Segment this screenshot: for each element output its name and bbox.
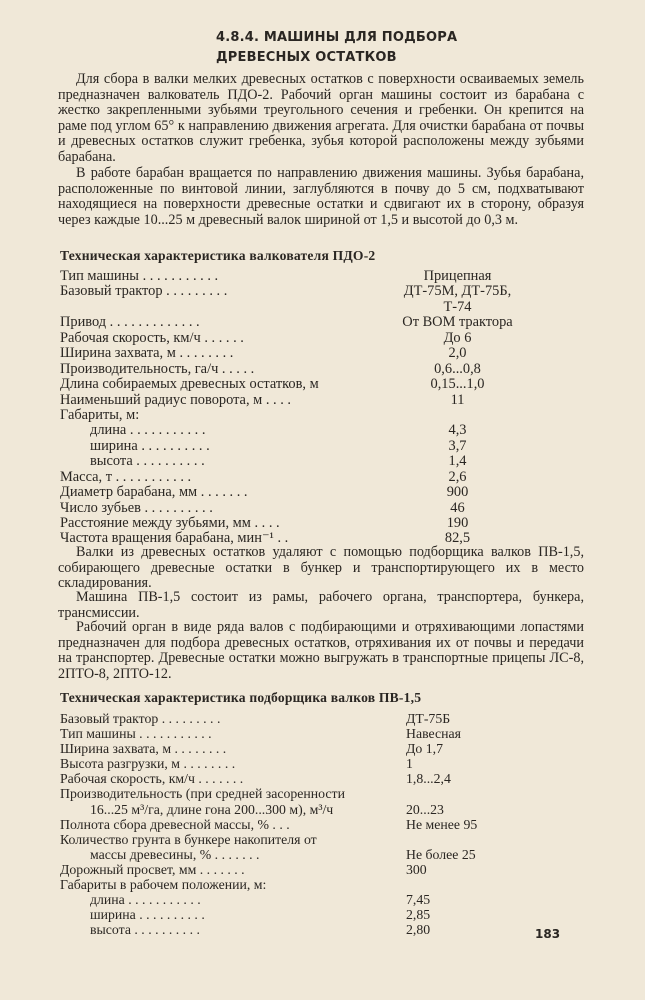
section-title: 4.8.4. МАШИНЫ ДЛЯ ПОДБОРА ДРЕВЕСНЫХ ОСТАТКОВ [216, 30, 458, 65]
spec-label: Производительность (при средней засоренности [60, 786, 345, 802]
spec-value: 2,6 [448, 468, 467, 485]
spec-value: 300 [406, 861, 427, 877]
spec-value: Навесная [406, 726, 461, 742]
spec-row [60, 470, 560, 485]
spec-row [60, 393, 560, 408]
spec-row [60, 832, 560, 847]
spec-value: ДТ-75Б [406, 711, 451, 726]
spec-row [60, 802, 560, 817]
spec-label: высота . . . . . . . . . . [90, 922, 200, 938]
spec-heading-pdo2: Техническая характеристика валкователя ПДО-2 [60, 248, 376, 263]
spec-label: Число зубьев . . . . . . . . . . [60, 499, 213, 516]
spec-table-pdo2 [60, 269, 560, 547]
paragraph-pdo2-operation: В работе барабан вращается по направлению движения машины. Зубья барабана, расположенные по винтовой линии, заглубляются в почву до 5 см, подхватывают находящиеся на поверхности древесные остатки и сдвигают их в сторону, образуя через каждые 10...25 м древесный валок шириной от 1,5 и высотой до 0,3 м. [58, 165, 584, 228]
spec-value: Т-74 [443, 298, 472, 315]
spec-label: Тип машины . . . . . . . . . . . [60, 726, 212, 742]
spec-label: длина . . . . . . . . . . . [90, 892, 201, 908]
spec-row [60, 756, 560, 771]
spec-row [60, 892, 560, 907]
paragraph-pv15-working-organ: Рабочий орган в виде ряда валов с подбирающими и отряхивающими лопастями предназначен для подбора древесных остатков, отряхивания их от почвы и передачи на транспортер. Древесные остатки можно выгружать в транспортные прицепы ЛС-8, 2ПТО-8, 2ПТО-12. [58, 619, 584, 682]
spec-row [60, 269, 560, 284]
spec-row [60, 331, 560, 346]
spec-table-pv15 [60, 711, 560, 937]
spec-label: Длина собираемых древесных остатков, м [60, 376, 319, 393]
spec-value: До 6 [443, 329, 472, 346]
spec-row [60, 423, 560, 438]
spec-label: высота . . . . . . . . . . [90, 453, 205, 470]
spec-heading-pv15: Техническая характеристика подборщика валков ПВ-1,5 [60, 690, 422, 705]
spec-row [60, 516, 560, 531]
spec-value: 20...23 [406, 801, 444, 817]
spec-row [60, 408, 560, 423]
spec-value: 1,8...2,4 [406, 771, 451, 787]
spec-value: 2,0 [448, 345, 467, 362]
spec-label: длина . . . . . . . . . . . [90, 422, 206, 439]
spec-label: Базовый трактор . . . . . . . . . [60, 711, 221, 726]
spec-row [60, 847, 560, 862]
spec-row [60, 907, 560, 922]
spec-value: 82,5 [444, 530, 471, 547]
spec-label: Расстояние между зубьями, мм . . . . [60, 515, 280, 531]
spec-value: 190 [446, 515, 469, 531]
spec-label: 16...25 м³/га, длине гона 200...300 м), м³/ч [90, 801, 334, 817]
spec-label: Диаметр барабана, мм . . . . . . . [60, 484, 248, 501]
spec-row [60, 817, 560, 832]
spec-row [60, 377, 560, 392]
spec-row [60, 284, 560, 299]
spec-value: 7,45 [406, 892, 431, 908]
spec-value: 1 [406, 756, 413, 772]
spec-value: 11 [450, 391, 465, 408]
spec-value: 1,4 [448, 453, 467, 470]
page-number: 183 [535, 927, 561, 941]
spec-row [60, 501, 560, 516]
spec-row [60, 485, 560, 500]
spec-label: Габариты, м: [60, 406, 140, 423]
spec-value: 3,7 [448, 437, 467, 454]
spec-label: ширина . . . . . . . . . . [90, 437, 210, 454]
spec-label: Полнота сбора древесной массы, % . . . [60, 816, 290, 832]
spec-row [60, 771, 560, 786]
spec-value: 900 [446, 484, 469, 501]
spec-row [60, 346, 560, 361]
spec-label: Рабочая скорость, км/ч . . . . . . [60, 329, 244, 346]
paragraph-pv15-structure: Машина ПВ-1,5 состоит из рамы, рабочего органа, транспортера, бункера, трансмиссии. [58, 589, 584, 621]
spec-value: ДТ-75М, ДТ-75Б, [403, 283, 512, 300]
spec-label: Ширина захвата, м . . . . . . . . [60, 345, 234, 362]
spec-value: Не менее 95 [406, 816, 478, 832]
spec-label: Рабочая скорость, км/ч . . . . . . . [60, 771, 244, 787]
spec-label: Производительность, га/ч . . . . . [60, 360, 255, 377]
spec-label: Тип машины . . . . . . . . . . . [60, 268, 219, 284]
spec-label: Габариты в рабочем положении, м: [60, 877, 267, 893]
spec-value: 2,80 [406, 922, 431, 938]
paragraph-pv15-removal: Валки из древесных остатков удаляют с помощью подборщика валков ПВ-1,5, собирающего древесные остатки в бункер и транспортирующего их в место складирования. [58, 544, 584, 592]
spec-row [60, 726, 560, 741]
paragraph-pdo2-intro: Для сбора в валки мелких древесных остатков с поверхности осваиваемых земель предназначен валкователь ПДО-2. Рабочий орган машины состоит из барабана с жестко закрепленными зубьями треугольного сечения и гребенки. Он крепится на раме под углом 65° к направлению движения агрегата. Для очистки барабана от почвы и древесных остатков служит гребенка, зубья которой расположены между зубьями барабана. [58, 71, 584, 165]
spec-label: Привод . . . . . . . . . . . . . [60, 314, 200, 331]
spec-row [60, 315, 560, 330]
spec-label: Частота вращения барабана, мин⁻¹ . . [60, 530, 289, 547]
spec-label: Наименьший радиус поворота, м . . . . [60, 391, 292, 408]
spec-value: 0,6...0,8 [434, 360, 481, 377]
spec-row [60, 862, 560, 877]
spec-label: Количество грунта в бункере накопителя от [60, 831, 317, 847]
spec-row [60, 741, 560, 756]
spec-row [60, 877, 560, 892]
spec-label: Масса, т . . . . . . . . . . . [60, 468, 192, 485]
spec-label: Базовый трактор . . . . . . . . . [60, 283, 228, 300]
spec-row [60, 711, 560, 726]
spec-value: 2,85 [406, 907, 431, 923]
spec-value: До 1,7 [406, 741, 444, 757]
spec-label: Дорожный просвет, мм . . . . . . . [60, 861, 245, 877]
spec-row [60, 300, 560, 315]
spec-row [60, 439, 560, 454]
spec-row [60, 922, 560, 937]
spec-label: массы древесины, % . . . . . . . [90, 846, 260, 862]
spec-value: 46 [450, 499, 465, 516]
spec-row [60, 786, 560, 801]
spec-row [60, 454, 560, 469]
spec-label: ширина . . . . . . . . . . [90, 907, 205, 923]
spec-row [60, 362, 560, 377]
spec-label: Ширина захвата, м . . . . . . . . [60, 741, 227, 757]
spec-value: Прицепная [423, 268, 492, 284]
spec-value: От ВОМ трактора [402, 314, 513, 331]
spec-label: Высота разгрузки, м . . . . . . . . [60, 756, 236, 772]
spec-value: Не более 25 [406, 846, 476, 862]
spec-value: 4,3 [448, 422, 467, 439]
spec-value: 0,15...1,0 [430, 376, 485, 393]
